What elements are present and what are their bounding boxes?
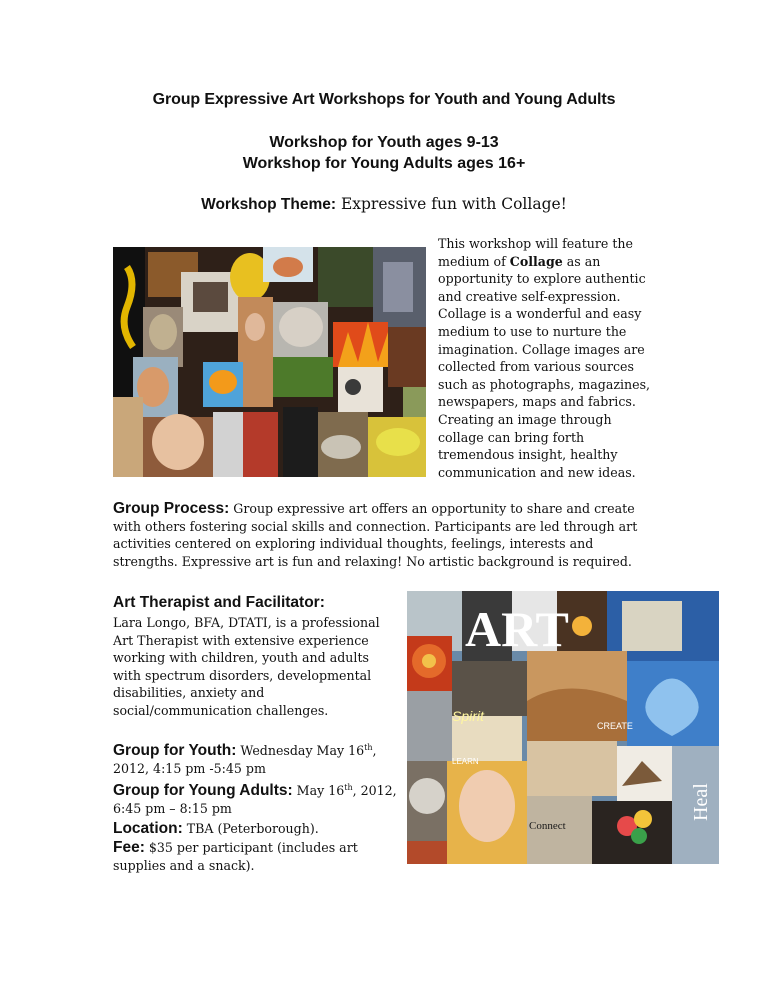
heal-word: Heal [690, 783, 712, 821]
page-title: Group Expressive Art Workshops for Youth and Young Adults [152, 91, 616, 108]
workshop-young-adults: Workshop for Young Adults ages 16+ [242, 155, 526, 172]
create-word: CREATE [597, 721, 633, 731]
location-value: TBA (Peterborough). [182, 820, 319, 836]
location-label: Location: [113, 819, 183, 837]
facilitator-heading: Art Therapist and Facilitator: [113, 594, 325, 611]
youth-label: Group for Youth: [113, 742, 237, 760]
intro-text-end: as an opportunity to explore authentic and creative self-expression. Collage is a wonderful and easy medium to use to nurture the imagination. Collage images are collected from various sources such as photographs, magazines, newspapers, maps and fabrics. Creating an image through collage can bring forth tremendous insight, healthy communication and new ideas. [438, 253, 651, 480]
group-process-paragraph [113, 500, 643, 570]
intro-text-start: This workshop will feature the medium of [438, 236, 634, 269]
schedule-block [113, 739, 398, 875]
fee-line [113, 839, 398, 874]
location-line [113, 820, 398, 838]
art-word: ART [465, 601, 569, 657]
collage-image-2 [407, 591, 719, 864]
youth-sup: th [364, 743, 373, 752]
group-process-label: Group Process: [113, 500, 230, 517]
adults-time: , 2012, 6:45 pm – 8:15 pm [113, 783, 397, 817]
spirit-word: Spirit [452, 708, 484, 724]
workshop-youth: Workshop for Youth ages 9-13 [269, 134, 499, 151]
adults-date: May 16 [292, 783, 345, 799]
adults-sup: th [344, 783, 353, 793]
workshop-theme [0, 195, 768, 214]
theme-value: Expressive fun with Collage! [340, 195, 567, 213]
youth-schedule [113, 739, 398, 777]
theme-label: Workshop Theme: [201, 196, 337, 213]
fee-label: Fee: [113, 839, 145, 857]
connect-word: Connect [529, 820, 566, 832]
adults-schedule [113, 779, 398, 817]
adults-label: Group for Young Adults: [113, 782, 293, 800]
collage-image-1 [113, 247, 426, 477]
youth-date: Wednesday May 16 [236, 743, 365, 759]
facilitator-text: Lara Longo, BFA, DTATI, is a professional Art Therapist with extensive experience working with children, youth and adults with spectrum disorders, developmental disabilities, anxiety and social/communication challenges. [113, 615, 380, 718]
youth-time: , 2012, 4:15 pm -5:45 pm [113, 743, 377, 776]
fee-value: $35 per participant (includes art supplies and a snack). [113, 840, 358, 873]
intro-paragraph [438, 235, 660, 481]
group-process-text: Group expressive art offers an opportunity to share and create with others fostering social skills and connection. Participants are led through art activities centered on exploring individual thoughts, feelings, interests and strengths. Expressive art is fun and relaxing! No artistic background is required. [113, 501, 638, 569]
learn-word: LEARN [452, 757, 479, 766]
intro-bold-word: Collage [509, 253, 563, 269]
